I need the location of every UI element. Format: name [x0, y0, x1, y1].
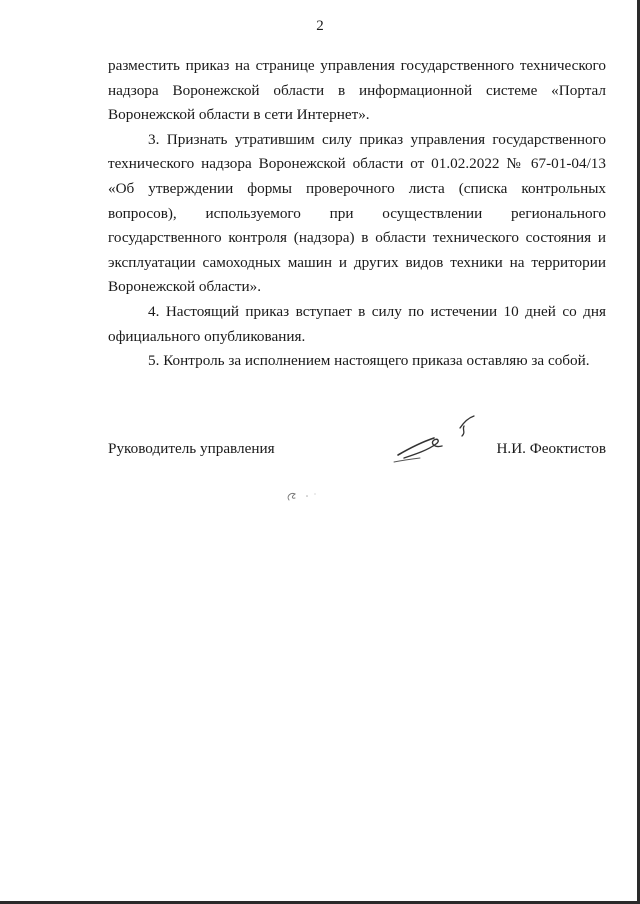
- signatory-role: Руководитель управления: [108, 440, 275, 457]
- paragraph-item-4: 4. Настоящий приказ вступает в силу по истечении 10 дней со дня официального опубликования.: [108, 302, 606, 345]
- ink-mark-icon: [283, 486, 323, 506]
- page-number: 2: [316, 18, 324, 34]
- handwritten-signature-icon: [390, 410, 490, 470]
- paragraph-continuation: разместить приказ на странице управления государственного технического надзора Воронежской области в информационной системе «Портал Воронежской области в сети Интернет».: [108, 57, 606, 124]
- signature-block: [108, 440, 606, 464]
- signatory-name: Н.И. Феоктистов: [496, 440, 606, 457]
- paragraph-item-3: 3. Признать утратившим силу приказ управления государственного технического надзора Воронежской области от 01.02.2022 № 67-01-04/13 «Об утверждении формы проверочного листа (списка контрольных вопросов), используемого при осуществлении регионального государственного контроля (надзора) в области технического состояния и эксплуатации самоходных машин и других видов техники на территории Воронежской области».: [108, 130, 606, 296]
- paragraph-item-5: 5. Контроль за исполнением настоящего приказа оставляю за собой.: [148, 352, 590, 370]
- document-body: [108, 54, 606, 374]
